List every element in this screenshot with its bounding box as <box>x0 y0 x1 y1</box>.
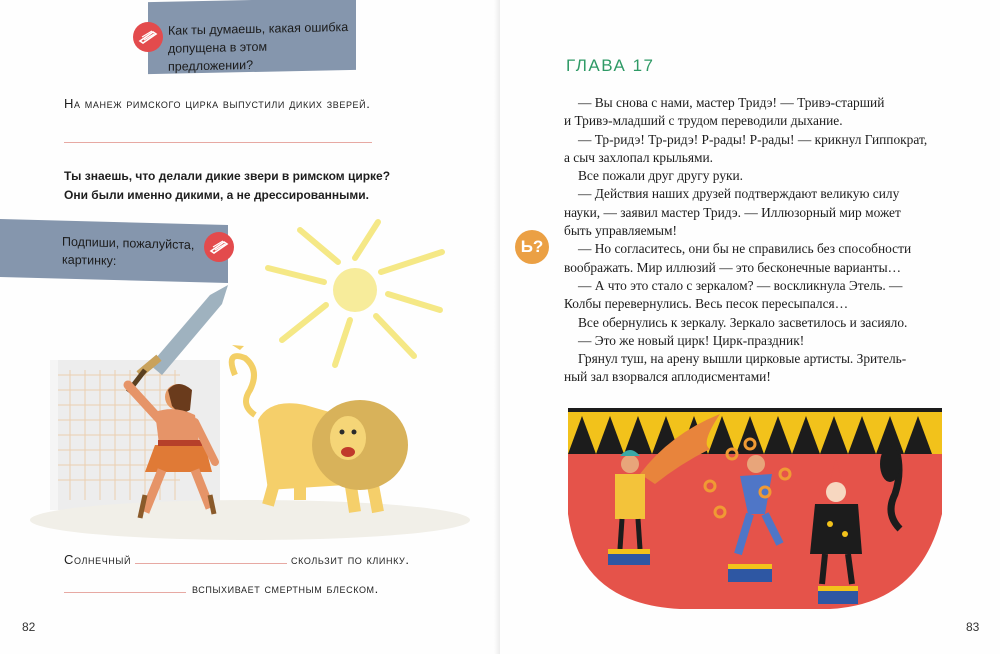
story-line: — Тр-ридэ! Тр-ридэ! Р-рады! Р-рады! — крикнул Гиппократ, <box>578 131 928 147</box>
story-line: быть управляемым! <box>564 223 677 239</box>
story-line: Грянул туш, на арену вышли цирковые артисты. Зритель- <box>578 351 907 367</box>
pen-icon <box>204 232 234 262</box>
lion <box>232 345 408 512</box>
task-banner-2 <box>0 219 228 283</box>
sentence-with-error: На манеж римского цирка выпустили диких зверей. <box>64 96 371 111</box>
circus-illustration <box>560 404 950 614</box>
caption-blank-1[interactable] <box>135 551 287 564</box>
story-line: науки, — заявил мастер Тридэ. — Иллюзорный мир может <box>564 204 901 220</box>
question-line-1: Ты знаешь, что делали дикие звери в римском цирке? <box>64 169 391 183</box>
sun-illustration <box>268 222 442 365</box>
pen-icon <box>133 22 163 52</box>
page-number-right: 83 <box>966 620 980 634</box>
story-line: — Вы снова с нами, мастер Тридэ! — Тривэ-старший <box>578 95 885 110</box>
story-line: ный зал взорвался аплодисментами! <box>564 369 771 385</box>
chapter-title: ГЛАВА 17 <box>566 56 655 75</box>
story-line: — Это же новый цирк! Цирк-праздник! <box>578 332 805 348</box>
answer-line[interactable] <box>64 142 372 143</box>
task-1-text: Как ты думаешь, какая ошибка допущена в этом предложении? <box>168 19 349 74</box>
caption-end-1: скользит по клинку. <box>291 552 410 567</box>
story-line: и Тривэ-младший с трудом переводили дыхание. <box>564 113 843 129</box>
task-banner-1 <box>148 0 356 74</box>
story-line: — Но согласитесь, они бы не справились без способности <box>578 241 912 257</box>
story-line: Все пожали друг другу руки. <box>578 168 744 184</box>
story-line: воображать. Мир иллюзий — это бесконечные варианты… <box>564 259 902 275</box>
question-line-2: Они были именно дикими, а не дрессированными. <box>64 188 370 202</box>
caption-line-1 <box>64 551 410 567</box>
story-line: Все обернулись к зеркалу. Зеркало засветилось и засияло. <box>578 314 908 330</box>
caption-blank-2[interactable] <box>64 580 186 593</box>
caption-line-2 <box>64 580 379 596</box>
task-2-text: Подпиши, пожалуйста, картинку: <box>62 234 195 269</box>
caption-start: Солнечный <box>64 552 132 567</box>
story-line: а сыч захлопал крыльями. <box>564 149 714 165</box>
story-line: Колбы перевернулись. Весь песок пересыпался… <box>564 296 849 312</box>
page-number-left: 82 <box>22 620 36 634</box>
question-badge-icon: Ь? <box>515 230 549 264</box>
story-text <box>564 94 944 387</box>
story-line: — А что это стало с зеркалом? — воскликнула Этель. — <box>578 277 903 293</box>
story-line: — Действия наших друзей подтверждают великую силу <box>578 186 900 202</box>
caption-end-2: вспыхивает смертным блеском. <box>192 581 379 596</box>
